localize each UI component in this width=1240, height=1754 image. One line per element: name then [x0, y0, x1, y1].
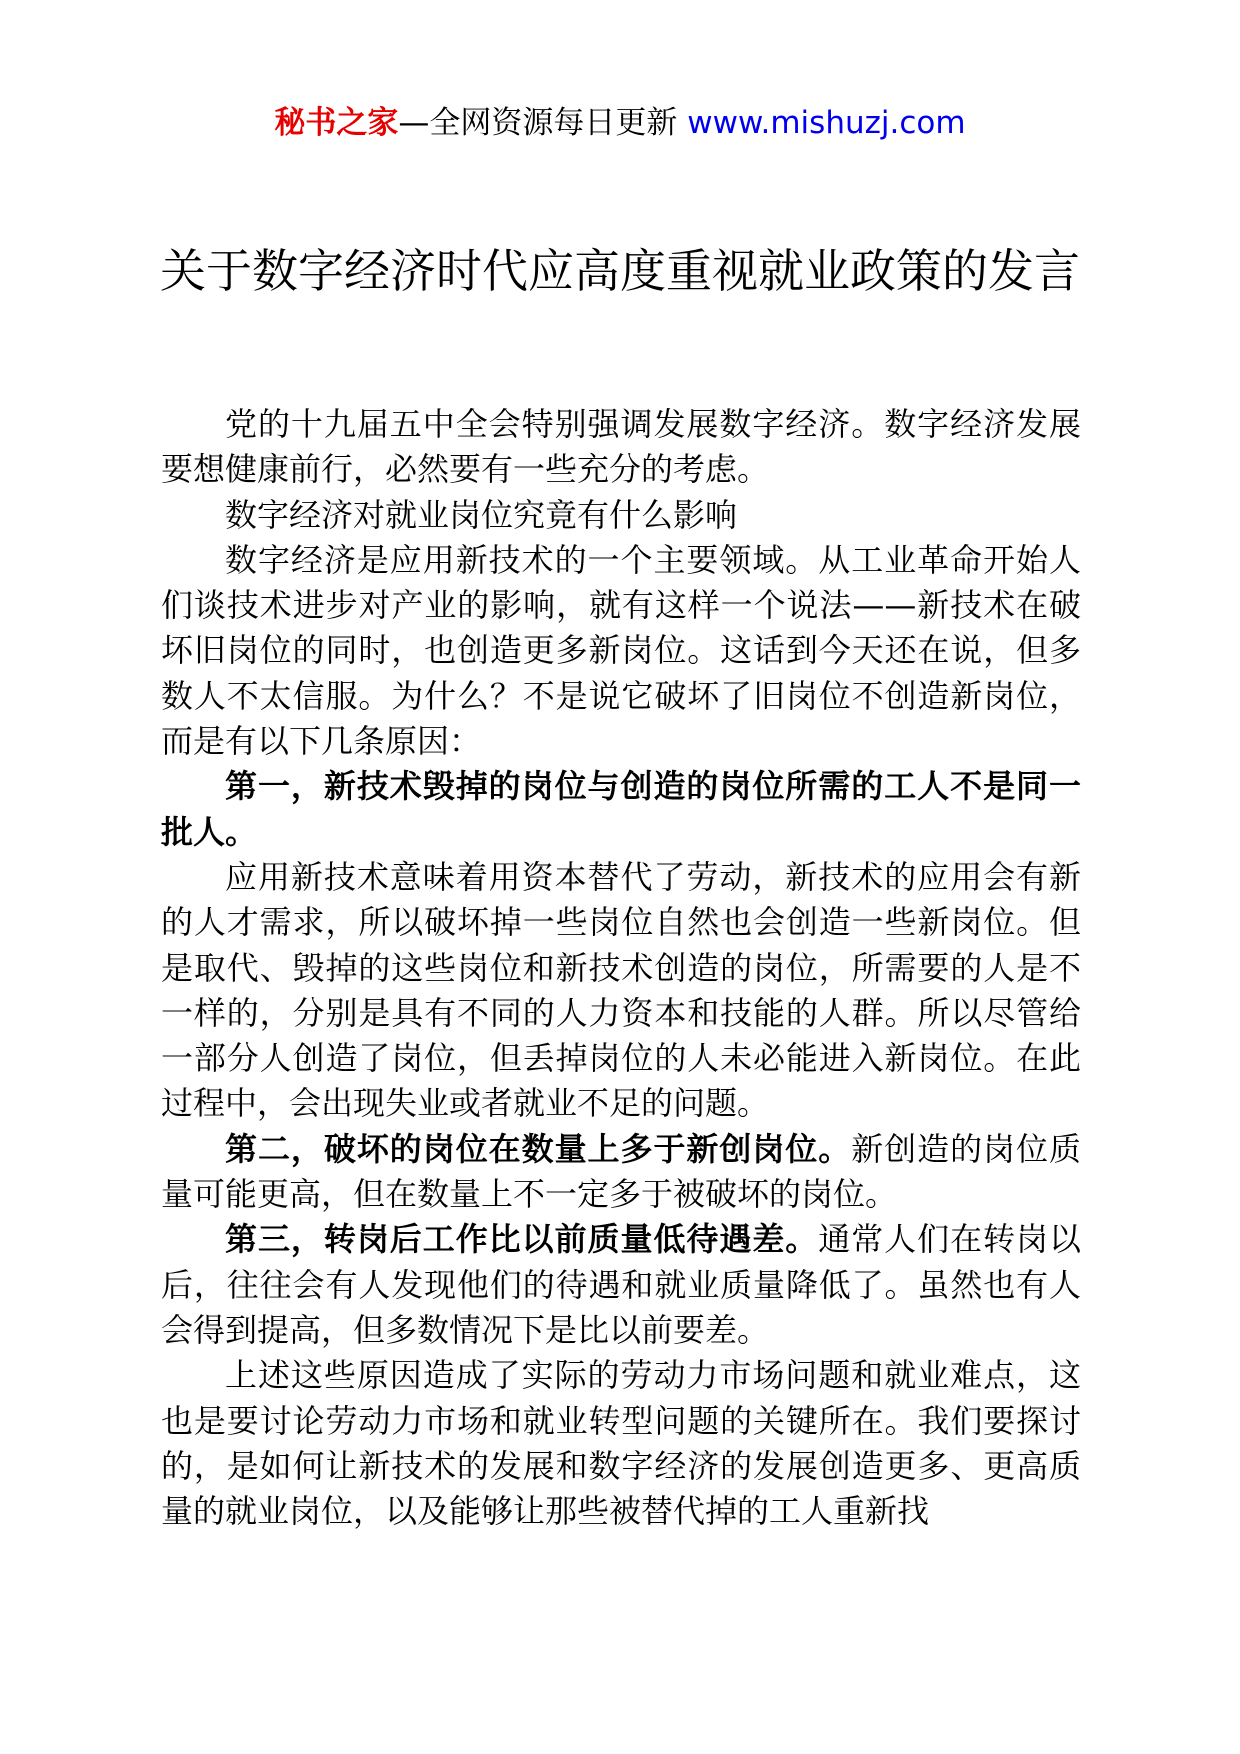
site-brand: 秘书之家 — [274, 105, 399, 141]
point-one — [161, 764, 1081, 855]
paragraph — [161, 1353, 1081, 1534]
paragraph — [161, 402, 1081, 493]
document-body — [161, 402, 1081, 1534]
paragraph-text: 应用新技术意味着用资本替代了劳动，新技术的应用会有新的人才需求，所以破坏掉一些岗位自然也会创造一些新岗位。但是取代、毁掉的这些岗位和新技术创造的岗位，所需要的人是不一样的，分别是具有不同的人力资本和技能的人群。所以尽管给一部分人创造了岗位，但丢掉岗位的人未必能进入新岗位。在此过程中，会出现失业或者就业不足的问题。 — [161, 857, 1081, 1123]
paragraph-bold-lead: 第三，转岗后工作比以前质量低待遇差。 — [225, 1220, 819, 1259]
paragraph — [161, 538, 1081, 764]
point-three — [161, 1217, 1081, 1353]
paragraph-bold-lead: 第一，新技术毁掉的岗位与创造的岗位所需的工人不是同一批人。 — [161, 767, 1081, 851]
paragraph — [161, 855, 1081, 1127]
point-two — [161, 1127, 1081, 1218]
paragraph-text: 党的十九届五中全会特别强调发展数字经济。数字经济发展要想健康前行，必然要有一些充分的考虑。 — [161, 405, 1081, 489]
site-url-link[interactable]: www.mishuzj.com — [687, 105, 966, 141]
paragraph-bold-lead: 第二，破坏的岗位在数量上多于新创岗位。 — [225, 1129, 852, 1168]
paragraph-text: 通常人们在转岗以后，往往会有人发现他们的待遇和就业质量降低了。虽然也有人会得到提高，但多数情况下是比以前要差。 — [161, 1220, 1081, 1349]
site-header — [0, 100, 1240, 146]
document-title: 关于数字经济时代应高度重视就业政策的发言 — [160, 244, 1080, 298]
paragraph-text: 数字经济是应用新技术的一个主要领域。从工业革命开始人们谈技术进步对产业的影响，就有这样一个说法——新技术在破坏旧岗位的同时，也创造更多新岗位。这话到今天还在说，但多数人不太信服。为什么？不是说它破坏了旧岗位不创造新岗位，而是有以下几条原因： — [161, 540, 1081, 761]
paragraph-text: 新创造的岗位质量可能更高，但在数量上不一定多于被破坏的岗位。 — [161, 1129, 1081, 1214]
paragraph-text: 数字经济对就业岗位究竟有什么影响 — [225, 495, 738, 534]
site-tagline: —全网资源每日更新 — [398, 105, 678, 141]
section-heading — [161, 493, 1081, 538]
paragraph-text: 上述这些原因造成了实际的劳动力市场问题和就业难点，这也是要讨论劳动力市场和就业转型问题的关键所在。我们要探讨的，是如何让新技术的发展和数字经济的发展创造更多、更高质量的就业岗位，以及能够让那些被替代掉的工人重新找 — [161, 1356, 1081, 1531]
